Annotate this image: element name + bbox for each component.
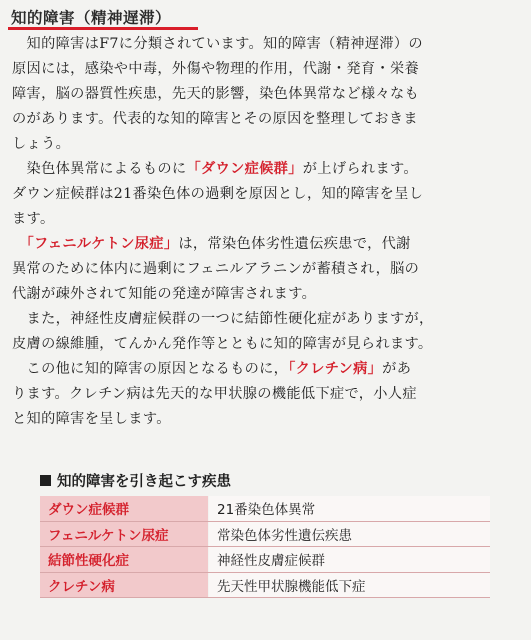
- highlighted-term: 「フェニルケトン尿症」: [26, 236, 179, 252]
- text-line: [12, 32, 512, 57]
- text-line: [12, 407, 512, 432]
- text-segment: ります。クレチン病は先天的な甲状腺の機能低下症で，小人症: [12, 386, 417, 402]
- text-line: [12, 82, 512, 107]
- paragraph: [12, 357, 512, 432]
- square-bullet-icon: [40, 475, 51, 486]
- highlighted-term: 「クレチン病」: [288, 361, 383, 377]
- text-segment: ます。: [12, 211, 55, 227]
- text-line: [12, 182, 512, 207]
- disease-cell: クレチン病: [40, 572, 209, 598]
- text-segment: と知的障害を呈します。: [12, 411, 171, 427]
- text-segment: しょう。: [12, 136, 71, 152]
- section-heading: 知的障害（精神遅滞）: [11, 9, 172, 27]
- text-line: [12, 207, 512, 232]
- text-segment: また，神経性皮膚症候群の一つに結節性硬化症がありますが，: [12, 311, 434, 327]
- text-segment: が上げられます。: [302, 161, 418, 177]
- paragraph: [12, 307, 512, 357]
- text-segment: この他に知的障害の原因となるものに，: [12, 361, 289, 377]
- table-title-text: 知的障害を引き起こす疾患: [57, 474, 231, 490]
- text-segment: 知的障害はF7に分類されています。知的障害（精神遅滞）の: [12, 36, 423, 52]
- text-segment: のがあります。代表的な知的障害とその原因を整理しておきま: [12, 111, 418, 127]
- text-line: [12, 157, 512, 182]
- disease-cell: フェニルケトン尿症: [40, 521, 209, 547]
- cause-cell: 先天性甲状腺機能低下症: [209, 572, 491, 598]
- text-line: [12, 382, 512, 407]
- text-segment: 皮膚の線維腫，てんかん発作等とともに知的障害が見られます。: [12, 336, 433, 352]
- heading-underline: [8, 27, 198, 30]
- text-line: [12, 332, 512, 357]
- text-segment: は，常染色体劣性遺伝疾患で，代謝: [178, 236, 411, 252]
- cause-cell: 常染色体劣性遺伝疾患: [209, 521, 491, 547]
- text-segment: 代謝が疎外されて知能の発達が障害されます。: [12, 286, 317, 302]
- text-line: [12, 57, 512, 82]
- table-title: [40, 470, 231, 491]
- text-segment: ダウン症候群は21番染色体の過剰を原因とし，知的障害を呈し: [12, 186, 424, 202]
- text-line: [12, 232, 512, 257]
- text-segment: 原因には，感染や中毒，外傷や物理的作用，代謝・発育・栄養: [12, 61, 420, 77]
- text-segment: 異常のために体内に過剰にフェニルアラニンが蓄積され，脳の: [12, 261, 420, 277]
- highlighted-term: 「ダウン症候群」: [186, 161, 303, 177]
- text-line: [12, 357, 512, 382]
- text-segment: 染色体異常によるものに: [12, 161, 187, 177]
- disease-table: [40, 496, 490, 598]
- table-row: [40, 496, 490, 521]
- body-text: [12, 32, 512, 432]
- cause-cell: 21番染色体異常: [209, 496, 491, 521]
- table-row: [40, 521, 490, 547]
- disease-cell: ダウン症候群: [40, 496, 209, 521]
- text-line: [12, 132, 512, 157]
- paragraph: [12, 32, 512, 157]
- cause-cell: 神経性皮膚症候群: [209, 547, 491, 573]
- text-line: [12, 307, 512, 332]
- paragraph: [12, 232, 512, 307]
- text-line: [12, 257, 512, 282]
- table-row: [40, 572, 490, 598]
- text-segment: があ: [382, 361, 412, 377]
- paragraph: [12, 157, 512, 232]
- disease-cell: 結節性硬化症: [40, 547, 209, 573]
- text-segment: [12, 236, 27, 252]
- text-segment: 障害，脳の器質性疾患，先天的影響，染色体異常など様々なも: [12, 86, 420, 102]
- table-row: [40, 547, 490, 573]
- text-line: [12, 107, 512, 132]
- text-line: [12, 282, 512, 307]
